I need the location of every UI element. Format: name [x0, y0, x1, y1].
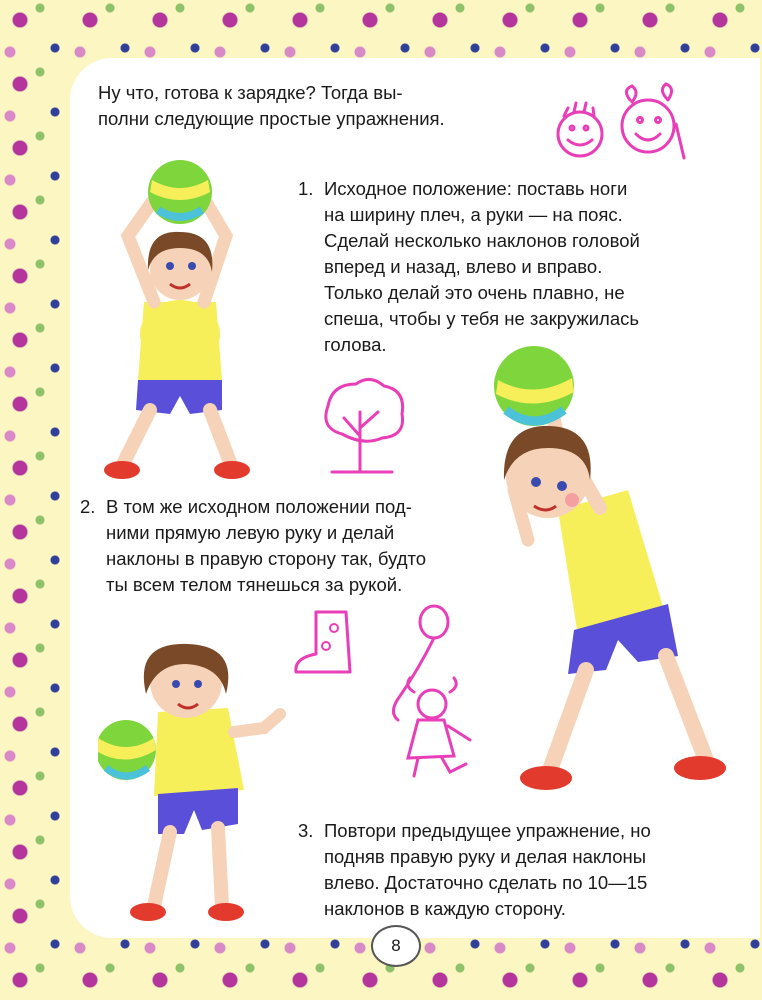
exercise-number: 2. [80, 496, 96, 517]
girl-balloon-doodle-icon [378, 600, 498, 780]
page-number: 8 [371, 925, 421, 967]
boot-doodle-icon [290, 606, 364, 682]
exercise-1: 1. Исходное положение: поставь ноги на ширину плеч, а руки — на пояс. Сделай несколько наклонов головой вперед и назад, влево и вправо. Только делай это очень плавно, не спеша, чтобы у тебя не закружилась голова. [298, 178, 640, 355]
intro-text: Ну что, готова к зарядке? Тогда вы- полни следующие простые упражнения. [98, 82, 445, 129]
faces-doodle-icon [548, 78, 698, 164]
tree-doodle-icon [312, 372, 412, 482]
girl-holding-ball [98, 628, 298, 928]
girl-bending-sideways [488, 340, 738, 800]
exercise-number: 1. [298, 178, 314, 199]
exercise-3: 3. Повтори предыдущее упражнение, но подняв правую руку и делая наклоны влево. Достаточно сделать по 10—15 наклонов в каждую сторону. [298, 820, 651, 919]
girl-with-ball-above-head [98, 152, 258, 492]
exercise-number: 3. [298, 820, 314, 841]
exercise-2: 2. В том же исходном положении под- ними прямую левую руку и делай наклоны в правую сторону так, будто ты всем телом тянешься за рукой. [80, 496, 427, 595]
